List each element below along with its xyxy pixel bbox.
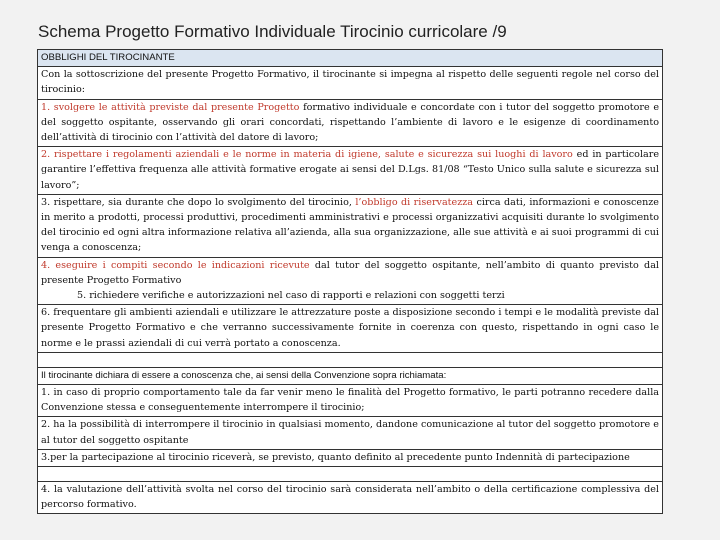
obligation-item-6: 6. frequentare gli ambienti aziendali e utilizzare le attrezzature poste a disposizione secondo i tempi e le modalità previste dal presente Progetto Formativo e che verranno successivamente fornite in coerenza con questo, rispettando in ogni caso le norme e le prassi aziendali di cui verrà portato a conoscenza. [38, 305, 662, 353]
obligations-document [37, 49, 663, 514]
obblighi-heading: OBBLIGHI DEL TIROCINANTE [38, 50, 662, 67]
obligation-4-highlight: 4. eseguire i compiti secondo le indicazioni ricevute [41, 259, 310, 271]
obligation-3-text-b: circa dati, informazioni e conoscenze in merito a prodotti, processi produttivi, procedimenti amministrativi e processi organizzativi acquisiti durante lo svolgimento del tirocinio ed ogni altra informazione relativa all’azienda, alla sua organizzazione, alle sue attività e ai suoi programmi di cui venga a conoscenza; [41, 196, 659, 254]
obligation-2-text: ed in particolare garantire l’effettiva frequenza alle attività formative erogate ai sensi del D.Lgs. 81/08 “Testo Unico sulla salute e sicurezza sul lavoro”; [41, 149, 659, 191]
blank-row [38, 467, 662, 482]
dichiarazione-point-1: 1. in caso di proprio comportamento tale da far venir meno le finalità del Progetto formativo, le parti potranno recedere dalla Convenzione stessa e conseguentemente interrompere il tirocinio; [38, 385, 662, 417]
dichiarazione-heading: Il tirocinante dichiara di essere a conoscenza che, ai sensi della Convenzione sopra richiamata: [38, 368, 662, 385]
obligation-item-2 [38, 147, 662, 195]
obligation-1-text: formativo individuale e concordate con i tutor del soggetto promotore e del soggetto ospitante, osservando gli orari concordati, rispettando l’ambiente di lavoro e le esigenze di coordinamento dell’attività di tirocinio con l’attività del datore di lavoro; [41, 101, 660, 144]
obligation-item-4 [38, 258, 662, 306]
page-title: Schema Progetto Formativo Individuale Tirocinio curricolare /9 [38, 22, 507, 41]
obblighi-intro: Con la sottoscrizione del presente Progetto Formativo, il tirocinante si impegna al rispetto delle seguenti regole nel corso del tirocinio: [38, 67, 662, 99]
dichiarazione-point-3: 3.per la partecipazione al tirocinio riceverà, se previsto, quanto definito al precedente punto Indennità di partecipazione [38, 450, 662, 467]
dichiarazione-point-4: 4. la valutazione dell’attività svolta nel corso del tirocinio sarà considerata nell’ambito o della certificazione complessiva del percorso formativo. [41, 484, 659, 511]
dichiarazione-point-2: 2. ha la possibilità di interrompere il tirocinio in qualsiasi momento, dandone comunicazione al tutor del soggetto promotore e al tutor del soggetto ospitante [38, 417, 662, 449]
obligation-item-3 [38, 195, 662, 258]
obligation-3-text-a: 3. rispettare, sia durante che dopo lo svolgimento del tirocinio, [41, 196, 356, 208]
blank-row [38, 353, 662, 368]
obligation-3-highlight: l’obbligo di riservatezza [355, 196, 474, 208]
obligation-2-highlight: 2. rispettare i regolamenti aziendali e le norme in materia di igiene, salute e sicurezza sui luoghi di lavoro [41, 149, 573, 161]
obligation-4-text: dal tutor del soggetto ospitante, nell’ambito di quanto previsto dal presente Progetto Formativo [41, 259, 659, 286]
obligation-item-1 [38, 100, 662, 148]
obligation-item-5: 5. richiedere verifiche e autorizzazioni nel caso di rapporti e relazioni con soggetti terzi [77, 290, 505, 302]
obligation-1-highlight: 1. svolgere le attività previste dal presente Progetto [41, 101, 300, 113]
